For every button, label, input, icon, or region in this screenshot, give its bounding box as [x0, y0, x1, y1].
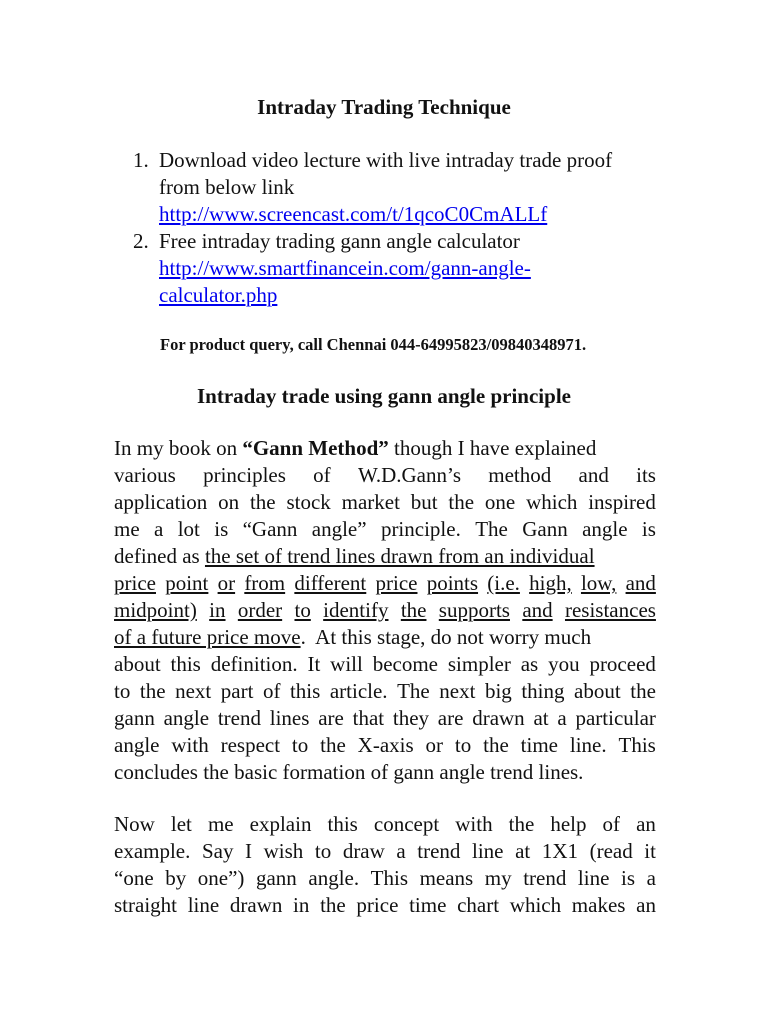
definition-underlined-line: midpoint) in order to identify the supports and resistances — [114, 598, 656, 622]
numbered-list — [133, 147, 693, 309]
paragraph-line: In my book on “Gann Method” though I have explained — [114, 436, 597, 460]
paragraph-line: to the next part of this article. The next big thing about the — [114, 679, 656, 703]
list-item-1 — [133, 147, 693, 228]
section-heading: Intraday trade using gann angle principle — [197, 384, 571, 408]
paragraph-line: of a future price move. At this stage, do not worry much — [114, 625, 592, 649]
paragraph-2 — [114, 811, 656, 919]
definition-underlined: the set of trend lines drawn from an individual — [204, 544, 595, 568]
paragraph-line: various principles of W.D.Gann’s method and its — [114, 463, 656, 487]
paragraph-line: straight line drawn in the price time chart which makes an — [114, 893, 656, 917]
list-item-text: from below link — [159, 175, 295, 199]
paragraph-line: defined as the set of trend lines drawn from an individual — [114, 544, 595, 568]
product-query-note: For product query, call Chennai 044-64995823/09840348971. — [160, 335, 587, 354]
list-item-2 — [133, 228, 693, 309]
paragraph-line: me a lot is “Gann angle” principle. The Gann angle is — [114, 517, 656, 541]
calculator-link[interactable]: http://www.smartfinancein.com/gann-angle- — [159, 256, 531, 280]
paragraph-line: about this definition. It will become simpler as you proceed — [114, 652, 656, 676]
book-title: “Gann Method” — [242, 436, 389, 460]
paragraph-line: concludes the basic formation of gann angle trend lines. — [114, 760, 584, 784]
definition-underlined-line: price point or from different price points (i.e. high, low, and — [114, 571, 656, 595]
paragraph-line: Now let me explain this concept with the help of an — [114, 812, 656, 836]
list-number: 2. — [133, 229, 149, 253]
list-item-text: Free intraday trading gann angle calculator — [159, 229, 520, 253]
calculator-link-continued[interactable]: calculator.php — [159, 283, 278, 307]
paragraph-line: application on the stock market but the one which inspired — [114, 490, 656, 514]
definition-underlined: of a future price move — [114, 625, 301, 649]
paragraph-line: angle with respect to the X-axis or to the time line. This — [114, 733, 656, 757]
list-item-text: Download video lecture with live intraday trade proof — [159, 148, 613, 172]
list-number: 1. — [133, 148, 149, 172]
paragraph-line: example. Say I wish to draw a trend line at 1X1 (read it — [114, 839, 656, 863]
screencast-link[interactable]: http://www.screencast.com/t/1qcoC0CmALLf — [159, 202, 548, 226]
paragraph-1 — [114, 435, 656, 786]
paragraph-line: “one by one”) gann angle. This means my trend line is a — [114, 866, 656, 890]
page-title: Intraday Trading Technique — [257, 95, 511, 119]
paragraph-line: gann angle trend lines are that they are drawn at a particular — [114, 706, 656, 730]
